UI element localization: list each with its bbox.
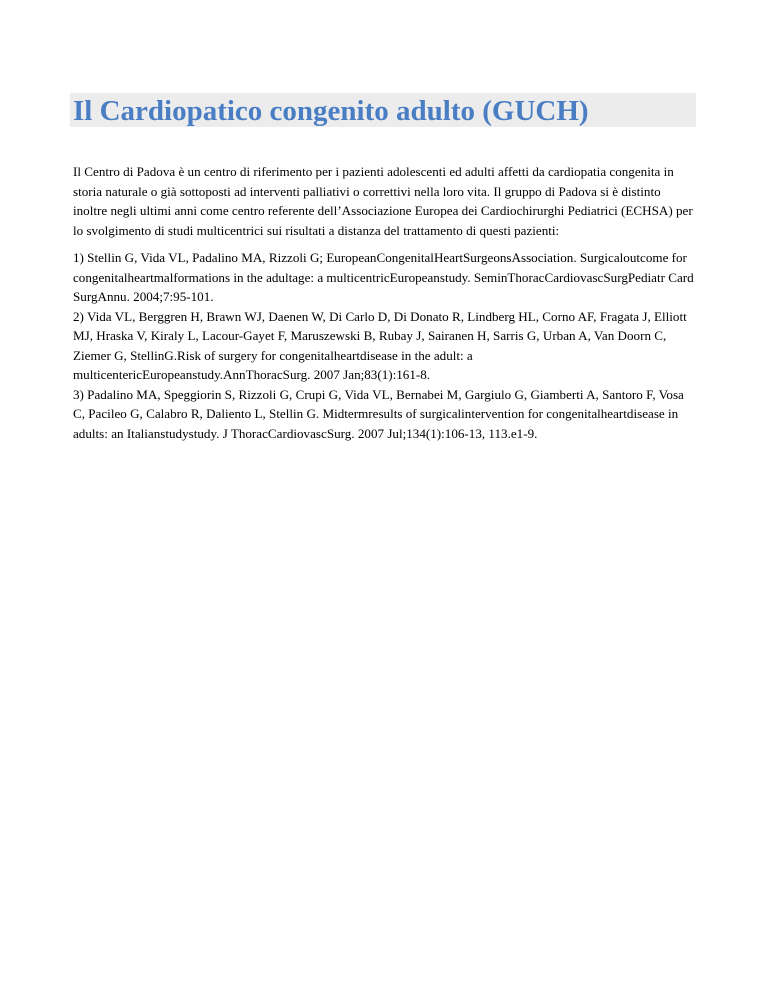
document-body (73, 162, 695, 443)
intro-paragraph: Il Centro di Padova è un centro di riferimento per i pazienti adolescenti ed adulti affetti da cardiopatia congenita in storia naturale o già sottoposti ad interventi palliativi o correttivi nella loro vita. Il gruppo di Padova si è distinto inoltre negli ultimi anni come centro referente dell’Associazione Europea dei Cardiochirurghi Pediatrici (ECHSA) per lo svolgimento di studi multicentrici sui risultati a distanza del trattamento di questi pazienti: (73, 164, 693, 238)
reference-item-3: 3) Padalino MA, Speggiorin S, Rizzoli G, Crupi G, Vida VL, Bernabei M, Gargiulo G, Giamberti A, Santoro F, Vosa C, Pacileo G, Calabro R, Daliento L, Stellin G. Midtermresults of surgicalintervention for congenitalheartdisease in adults: an Italianstudystudy. J ThoracCardiovascSurg. 2007 Jul;134(1):106-13, 113.e1-9. (73, 386, 684, 441)
references-list (73, 248, 695, 443)
page-title: Il Cardiopatico congenito adulto (GUCH) (73, 95, 589, 127)
reference-item-1: 1) Stellin G, Vida VL, Padalino MA, Rizzoli G; EuropeanCongenitalHeartSurgeonsAssociation. Surgicaloutcome for congenitalheartmalformations in the adultage: a multicentricEuropeanstudy. SeminThoracCardiovascSurgPediatr Card SurgAnnu. 2004;7:95-101. (73, 250, 694, 304)
reference-item-2: 2) Vida VL, Berggren H, Brawn WJ, Daenen W, Di Carlo D, Di Donato R, Lindberg HL, Corno AF, Fragata J, Elliott MJ, Hraska V, Kiraly L, Lacour-Gayet F, Maruszewski B, Rubay J, Sairanen H, Sarris G, Urban A, Van Doorn C, Ziemer G, StellinG.Risk of surgery for congenitalheartdisease in the adult: a multicentericEuropeanstudy.AnnThoracSurg. 2007 Jan;83(1):161-8. (73, 308, 687, 382)
